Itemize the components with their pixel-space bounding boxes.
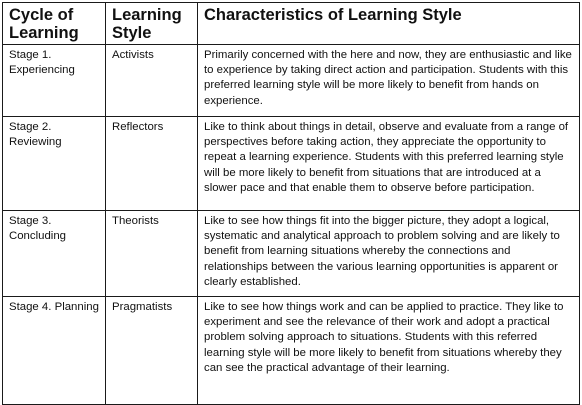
characteristics-cell: Like to see how things work and can be applied to practice. They like to experiment and see the relevance of their work and adopt a practical problem solving approach to situations. Students with this referred learning style will be more likely to benefit from situations whereby they can see the practical advantage of their learning. [198,297,580,405]
style-cell: Pragmatists [106,297,198,405]
stage-cell: Stage 1. Experiencing [3,45,106,117]
style-cell: Activists [106,45,198,117]
characteristics-cell: Like to think about things in detail, observe and evaluate from a range of perspectives before taking action, they appreciate the opportunity to repeat a learning experience. Students with this preferred learning style will be more likely to benefit from situations that are introduced at a slower pace and that enable them to observe before participation. [198,117,580,211]
table-header-row [3,3,580,45]
style-cell: Reflectors [106,117,198,211]
style-cell: Theorists [106,211,198,297]
stage-cell: Stage 3. Concluding [3,211,106,297]
header-cycle-of-learning: Cycle of Learning [3,3,106,45]
table-row [3,211,580,297]
header-learning-style: Learning Style [106,3,198,45]
table-row [3,117,580,211]
learning-styles-table [2,2,580,405]
characteristics-cell: Primarily concerned with the here and now, they are enthusiastic and like to experience by taking direct action and participation. Students with this preferred learning style will be more likely to benefit from hands on experience. [198,45,580,117]
stage-cell: Stage 4. Planning [3,297,106,405]
characteristics-cell: Like to see how things fit into the bigger picture, they adopt a logical, systematic and analytical approach to problem solving and are likely to benefit from learning situations whereby the connections and relationships between the various learning opportunities is apparent or clearly established. [198,211,580,297]
stage-cell: Stage 2. Reviewing [3,117,106,211]
table-row [3,45,580,117]
header-characteristics: Characteristics of Learning Style [198,3,580,45]
table-row [3,297,580,405]
